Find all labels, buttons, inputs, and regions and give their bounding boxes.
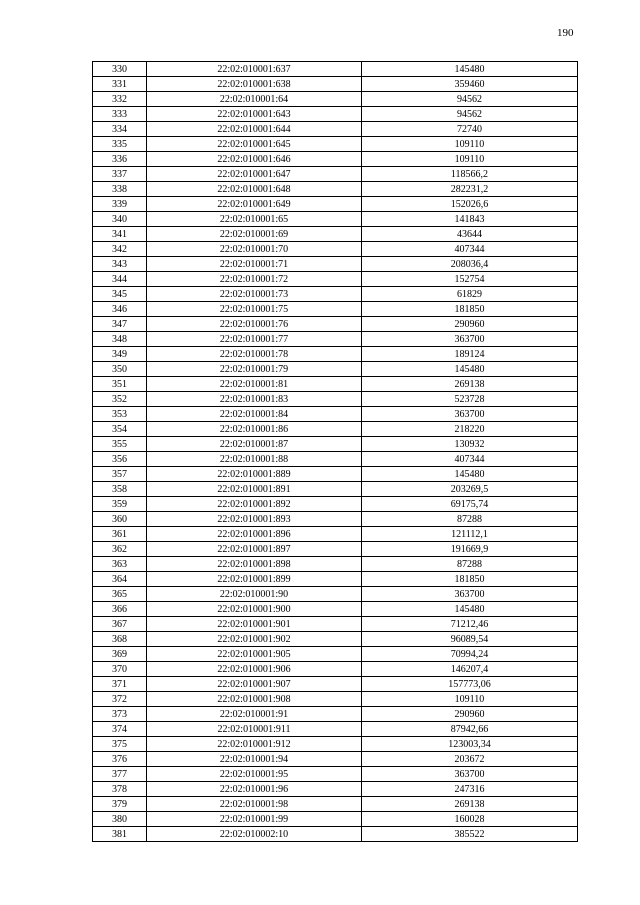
value-cell: 282231,2 (362, 182, 578, 197)
row-number-cell: 344 (93, 272, 147, 287)
value-cell: 208036,4 (362, 257, 578, 272)
table-row (93, 212, 578, 227)
row-number-cell: 381 (93, 827, 147, 842)
cadastral-number-cell: 22:02:010001:648 (147, 182, 362, 197)
row-number-cell: 330 (93, 62, 147, 77)
row-number-cell: 363 (93, 557, 147, 572)
row-number-cell: 360 (93, 512, 147, 527)
cadastral-number-cell: 22:02:010001:898 (147, 557, 362, 572)
table-row (93, 467, 578, 482)
table-row (93, 812, 578, 827)
table-row (93, 407, 578, 422)
row-number-cell: 379 (93, 797, 147, 812)
cadastral-number-cell: 22:02:010002:10 (147, 827, 362, 842)
row-number-cell: 343 (93, 257, 147, 272)
value-cell: 109110 (362, 137, 578, 152)
value-cell: 94562 (362, 107, 578, 122)
table-row (93, 497, 578, 512)
table-row (93, 692, 578, 707)
table-row (93, 257, 578, 272)
cadastral-number-cell: 22:02:010001:91 (147, 707, 362, 722)
table-row (93, 617, 578, 632)
row-number-cell: 348 (93, 332, 147, 347)
cadastral-number-cell: 22:02:010001:912 (147, 737, 362, 752)
table-row (93, 452, 578, 467)
cadastral-number-cell: 22:02:010001:900 (147, 602, 362, 617)
value-cell: 290960 (362, 317, 578, 332)
cadastral-number-cell: 22:02:010001:911 (147, 722, 362, 737)
row-number-cell: 375 (93, 737, 147, 752)
row-number-cell: 370 (93, 662, 147, 677)
row-number-cell: 373 (93, 707, 147, 722)
cadastral-number-cell: 22:02:010001:75 (147, 302, 362, 317)
value-cell: 363700 (362, 587, 578, 602)
cadastral-number-cell: 22:02:010001:901 (147, 617, 362, 632)
value-cell: 523728 (362, 392, 578, 407)
cadastral-number-cell: 22:02:010001:649 (147, 197, 362, 212)
row-number-cell: 341 (93, 227, 147, 242)
table-row (93, 437, 578, 452)
value-cell: 189124 (362, 347, 578, 362)
value-cell: 123003,34 (362, 737, 578, 752)
page-number: 190 (557, 27, 574, 39)
cadastral-number-cell: 22:02:010001:81 (147, 377, 362, 392)
row-number-cell: 346 (93, 302, 147, 317)
cadastral-number-cell: 22:02:010001:88 (147, 452, 362, 467)
cadastral-number-cell: 22:02:010001:638 (147, 77, 362, 92)
cadastral-number-cell: 22:02:010001:79 (147, 362, 362, 377)
row-number-cell: 340 (93, 212, 147, 227)
table-row (93, 287, 578, 302)
cadastral-number-cell: 22:02:010001:891 (147, 482, 362, 497)
cadastral-number-cell: 22:02:010001:907 (147, 677, 362, 692)
cadastral-number-cell: 22:02:010001:78 (147, 347, 362, 362)
table-row (93, 587, 578, 602)
row-number-cell: 376 (93, 752, 147, 767)
cadastral-number-cell: 22:02:010001:99 (147, 812, 362, 827)
table-row (93, 797, 578, 812)
row-number-cell: 380 (93, 812, 147, 827)
cadastral-number-cell: 22:02:010001:647 (147, 167, 362, 182)
table-row (93, 422, 578, 437)
row-number-cell: 334 (93, 122, 147, 137)
row-number-cell: 335 (93, 137, 147, 152)
cadastral-number-cell: 22:02:010001:646 (147, 152, 362, 167)
row-number-cell: 338 (93, 182, 147, 197)
value-cell: 141843 (362, 212, 578, 227)
table-row (93, 737, 578, 752)
table-row (93, 677, 578, 692)
table-row (93, 512, 578, 527)
row-number-cell: 349 (93, 347, 147, 362)
cadastral-number-cell: 22:02:010001:902 (147, 632, 362, 647)
row-number-cell: 350 (93, 362, 147, 377)
value-cell: 157773,06 (362, 677, 578, 692)
value-cell: 359460 (362, 77, 578, 92)
cadastral-number-cell: 22:02:010001:896 (147, 527, 362, 542)
value-cell: 269138 (362, 797, 578, 812)
cadastral-number-cell: 22:02:010001:90 (147, 587, 362, 602)
row-number-cell: 358 (93, 482, 147, 497)
value-cell: 152754 (362, 272, 578, 287)
row-number-cell: 365 (93, 587, 147, 602)
cadastral-number-cell: 22:02:010001:905 (147, 647, 362, 662)
value-cell: 181850 (362, 572, 578, 587)
table-row (93, 242, 578, 257)
value-cell: 72740 (362, 122, 578, 137)
value-cell: 145480 (362, 62, 578, 77)
value-cell: 121112,1 (362, 527, 578, 542)
row-number-cell: 345 (93, 287, 147, 302)
cadastral-number-cell: 22:02:010001:84 (147, 407, 362, 422)
cadastral-number-cell: 22:02:010001:87 (147, 437, 362, 452)
value-cell: 203672 (362, 752, 578, 767)
table-row (93, 332, 578, 347)
table-row (93, 767, 578, 782)
cadastral-number-cell: 22:02:010001:908 (147, 692, 362, 707)
row-number-cell: 364 (93, 572, 147, 587)
cadastral-number-cell: 22:02:010001:906 (147, 662, 362, 677)
cadastral-number-cell: 22:02:010001:889 (147, 467, 362, 482)
value-cell: 96089,54 (362, 632, 578, 647)
table-row (93, 752, 578, 767)
cadastral-number-cell: 22:02:010001:86 (147, 422, 362, 437)
row-number-cell: 361 (93, 527, 147, 542)
cadastral-number-cell: 22:02:010001:643 (147, 107, 362, 122)
cadastral-number-cell: 22:02:010001:897 (147, 542, 362, 557)
value-cell: 130932 (362, 437, 578, 452)
table-row (93, 92, 578, 107)
row-number-cell: 362 (93, 542, 147, 557)
cadastral-number-cell: 22:02:010001:73 (147, 287, 362, 302)
cadastral-number-cell: 22:02:010001:64 (147, 92, 362, 107)
table-row (93, 317, 578, 332)
row-number-cell: 332 (93, 92, 147, 107)
value-cell: 145480 (362, 362, 578, 377)
cadastral-number-cell: 22:02:010001:644 (147, 122, 362, 137)
table-row (93, 152, 578, 167)
value-cell: 191669,9 (362, 542, 578, 557)
row-number-cell: 354 (93, 422, 147, 437)
table-body (93, 62, 578, 842)
cadastral-number-cell: 22:02:010001:83 (147, 392, 362, 407)
table-row (93, 527, 578, 542)
value-cell: 87288 (362, 512, 578, 527)
value-cell: 160028 (362, 812, 578, 827)
cadastral-number-cell: 22:02:010001:69 (147, 227, 362, 242)
row-number-cell: 377 (93, 767, 147, 782)
row-number-cell: 351 (93, 377, 147, 392)
table-row (93, 302, 578, 317)
value-cell: 203269,5 (362, 482, 578, 497)
row-number-cell: 342 (93, 242, 147, 257)
value-cell: 70994,24 (362, 647, 578, 662)
table-row (93, 182, 578, 197)
table-row (93, 137, 578, 152)
table-row (93, 662, 578, 677)
table-row (93, 227, 578, 242)
row-number-cell: 347 (93, 317, 147, 332)
table-row (93, 782, 578, 797)
table-row (93, 377, 578, 392)
table-row (93, 167, 578, 182)
cadastral-number-cell: 22:02:010001:899 (147, 572, 362, 587)
row-number-cell: 357 (93, 467, 147, 482)
value-cell: 269138 (362, 377, 578, 392)
row-number-cell: 372 (93, 692, 147, 707)
cadastral-value-table (92, 61, 578, 842)
value-cell: 152026,6 (362, 197, 578, 212)
cadastral-number-cell: 22:02:010001:98 (147, 797, 362, 812)
cadastral-number-cell: 22:02:010001:892 (147, 497, 362, 512)
table-row (93, 572, 578, 587)
value-cell: 145480 (362, 602, 578, 617)
table-row (93, 647, 578, 662)
row-number-cell: 337 (93, 167, 147, 182)
row-number-cell: 336 (93, 152, 147, 167)
value-cell: 71212,46 (362, 617, 578, 632)
row-number-cell: 374 (93, 722, 147, 737)
table-row (93, 632, 578, 647)
table-row (93, 107, 578, 122)
cadastral-number-cell: 22:02:010001:95 (147, 767, 362, 782)
table-row (93, 557, 578, 572)
value-cell: 146207,4 (362, 662, 578, 677)
cadastral-number-cell: 22:02:010001:70 (147, 242, 362, 257)
value-cell: 181850 (362, 302, 578, 317)
table-row (93, 602, 578, 617)
row-number-cell: 359 (93, 497, 147, 512)
value-cell: 109110 (362, 692, 578, 707)
cadastral-number-cell: 22:02:010001:96 (147, 782, 362, 797)
table-row (93, 827, 578, 842)
table-row (93, 347, 578, 362)
row-number-cell: 355 (93, 437, 147, 452)
cadastral-number-cell: 22:02:010001:637 (147, 62, 362, 77)
value-cell: 145480 (362, 467, 578, 482)
value-cell: 87288 (362, 557, 578, 572)
value-cell: 118566,2 (362, 167, 578, 182)
table-row (93, 62, 578, 77)
row-number-cell: 333 (93, 107, 147, 122)
table-row (93, 362, 578, 377)
row-number-cell: 353 (93, 407, 147, 422)
value-cell: 407344 (362, 452, 578, 467)
row-number-cell: 366 (93, 602, 147, 617)
value-cell: 290960 (362, 707, 578, 722)
table-row (93, 542, 578, 557)
table-row (93, 482, 578, 497)
table-row (93, 272, 578, 287)
cadastral-number-cell: 22:02:010001:645 (147, 137, 362, 152)
value-cell: 69175,74 (362, 497, 578, 512)
table-row (93, 722, 578, 737)
value-cell: 363700 (362, 332, 578, 347)
value-cell: 94562 (362, 92, 578, 107)
row-number-cell: 356 (93, 452, 147, 467)
cadastral-number-cell: 22:02:010001:72 (147, 272, 362, 287)
value-cell: 363700 (362, 767, 578, 782)
value-cell: 87942,66 (362, 722, 578, 737)
row-number-cell: 352 (93, 392, 147, 407)
table-row (93, 707, 578, 722)
cadastral-number-cell: 22:02:010001:893 (147, 512, 362, 527)
cadastral-number-cell: 22:02:010001:94 (147, 752, 362, 767)
value-cell: 407344 (362, 242, 578, 257)
table-row (93, 122, 578, 137)
row-number-cell: 367 (93, 617, 147, 632)
value-cell: 247316 (362, 782, 578, 797)
cadastral-number-cell: 22:02:010001:71 (147, 257, 362, 272)
value-cell: 363700 (362, 407, 578, 422)
row-number-cell: 331 (93, 77, 147, 92)
row-number-cell: 368 (93, 632, 147, 647)
cadastral-number-cell: 22:02:010001:76 (147, 317, 362, 332)
value-cell: 385522 (362, 827, 578, 842)
cadastral-number-cell: 22:02:010001:65 (147, 212, 362, 227)
row-number-cell: 378 (93, 782, 147, 797)
value-cell: 109110 (362, 152, 578, 167)
row-number-cell: 369 (93, 647, 147, 662)
table-row (93, 77, 578, 92)
table-row (93, 392, 578, 407)
row-number-cell: 371 (93, 677, 147, 692)
table-row (93, 197, 578, 212)
cadastral-number-cell: 22:02:010001:77 (147, 332, 362, 347)
value-cell: 43644 (362, 227, 578, 242)
value-cell: 61829 (362, 287, 578, 302)
row-number-cell: 339 (93, 197, 147, 212)
value-cell: 218220 (362, 422, 578, 437)
